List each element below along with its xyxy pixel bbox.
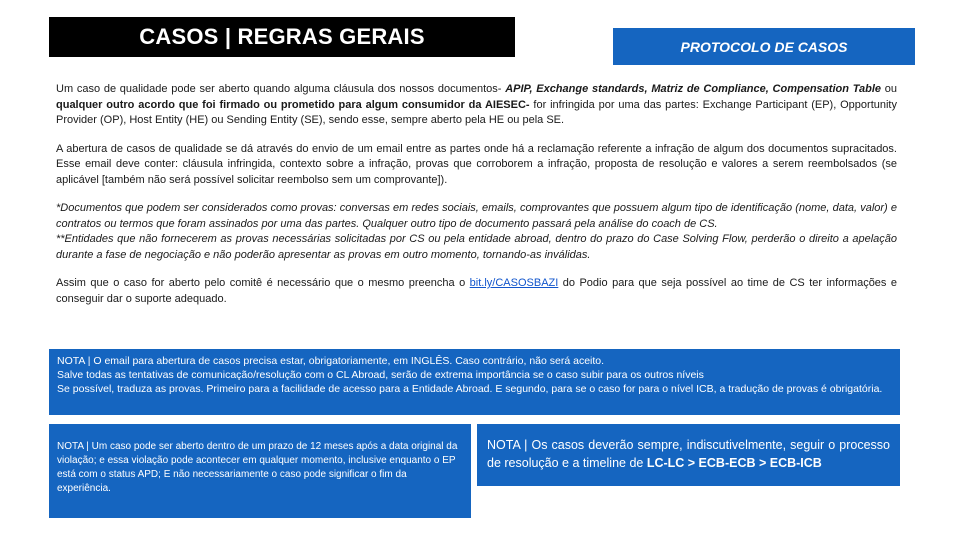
podio-text-after: do Podio para que seja possível ao time de CS ter informações e conseguir dar o suporte adequado. [56,277,898,305]
note-process-flow: LC-LC > ECB-ECB > ECB-ICB [646,456,822,470]
note-process-timeline [477,424,900,486]
note-email-line-1: NOTA | O email para abertura de casos precisa estar, obrigatoriamente, em INGLÊS. Caso contrário, não será aceito. [57,355,605,367]
paragraph-email-opening: A abertura de casos de qualidade se dá através do envio de um email entre as partes onde há a reclamação referente a infração de algum dos documentos supracitados. Esse email deve conter: cláusula infringida, contexto sobre a infração, provas que corroborem a infração, proposta de resolução e valores a serem reembolsados (se aplicável [também não será possível solicitar reembolso sem um comprovante]). [56,142,897,186]
protocol-button[interactable]: PROTOCOLO DE CASOS [613,28,915,65]
intro-text-1: Um caso de qualidade pode ser aberto quando alguma cláusula dos nossos documentos- [56,83,506,95]
document-list: APIP, Exchange standards, Matriz de Compliance, Compensation Table [505,83,882,95]
paragraph-podio [56,276,897,307]
note-email-english [49,349,900,415]
paragraph-cases-intro [56,82,897,129]
footnote-entities: **Entidades que não fornecerem as provas necessárias solicitadas por CS ou pela entidade abroad, dentro do prazo do Case Solving Flow, perderão o direito a apelação durante a fase de negociação e não poderão apresentar as provas em outro momento, tornando-as inválidas. [56,233,897,261]
note-process-text: NOTA | Os casos deverão sempre, indiscutivelmente, seguir o processo de resolução e a timeline de [487,438,890,470]
note-email-line-3: Se possível, traduza as provas. Primeiro para a facilidade de acesso para a Entidade Abroad. E segundo, para se o caso for para o nível ICB, a tradução de provas é obrigatória. [57,383,883,395]
note-email-line-2: Salve todas as tentativas de comunicação/resolução com o CL Abroad, serão de extrema importância se o caso subir para os outros níveis [57,369,704,381]
main-content [56,82,897,320]
casos-link[interactable]: bit.ly/CASOSBAZI [469,277,559,289]
footnotes [56,201,897,263]
intro-text-3: for infringida por uma das partes: Exchange Participant (EP), Opportunity Provider (OP), Host Entity (HE) ou Sending Entity (SE), sendo esse, sempre aberto pela HE ou pela SE. [56,98,897,126]
intro-text-2: ou [881,83,897,95]
page-title: CASOS | REGRAS GERAIS [49,17,515,57]
other-agreements: qualquer outro acordo que foi firmado ou prometido para algum consumidor da AIESEC- [56,98,530,111]
podio-text-before: Assim que o caso for aberto pelo comitê é necessário que o mesmo preencha o [56,277,470,289]
note-deadline: NOTA | Um caso pode ser aberto dentro de um prazo de 12 meses após a data original da violação; e essa violação pode acontecer em qualquer momento, inclusive enquanto o EP está com o status APD; E não necessariamente o caso pode significar o fim da experiência. [49,424,471,518]
footnote-evidence: *Documentos que podem ser considerados como provas: conversas em redes sociais, emails, comprovantes que possuem algum tipo de identificação (nome, data, valor) e contratos ou termos que foram assinados por uma das partes. Qualquer outro tipo de documento passará pela análise do coach de CS. [56,202,897,230]
